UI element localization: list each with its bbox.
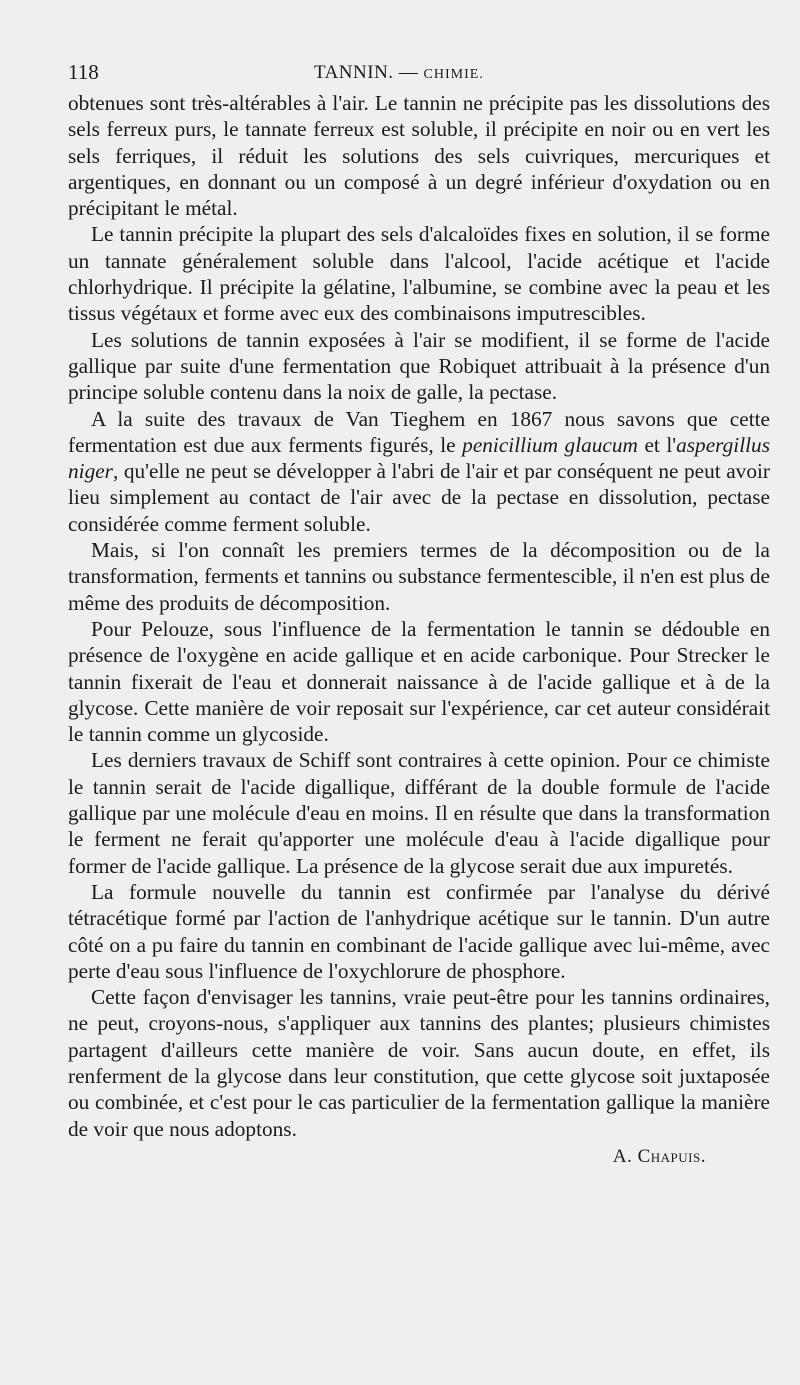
paragraph-1: obtenues sont très-altérables à l'air. Le tannin ne précipite pas les dissolutions des sels ferreux purs, le tannate ferreux est soluble, il précipite en noir ou en vert les sels ferriques, il réduit les solutions des sels cuivriques, mercuriques et argentiques, en donnant ou un composé à un degré inférieur d'oxydation ou en précipitant le métal. (68, 91, 770, 221)
page-number: 118 (68, 60, 99, 84)
running-title-subtitle: CHIMIE. (423, 67, 484, 82)
body-text (68, 90, 770, 1142)
page-header (68, 60, 770, 90)
species-name-penicillium: penicillium glaucum (462, 432, 638, 457)
running-title (314, 62, 484, 84)
author-signature: A. Chapuis. (612, 1145, 706, 1167)
paragraph-3: Les solutions de tannin exposées à l'air se modifient, il se forme de l'acide gallique par suite d'une fermentation que Robiquet attribuait à la présence d'un principe soluble contenu dans la noix de galle, la pectase. (68, 327, 770, 405)
running-title-main: TANNIN. (314, 62, 394, 83)
paragraph-8: La formule nouvelle du tannin est confirmée par l'analyse du dérivé tétracétique formé par l'action de l'anhydrique acétique sur le tannin. D'un autre côté on a pu faire du tannin en combinant de l'acide gallique avec lui-même, avec perte d'eau sous l'influence de l'oxychlorure de phosphore. (68, 879, 770, 983)
species-name-aspergillus: aspergillus niger (68, 432, 770, 484)
paragraph-7: Les derniers travaux de Schiff sont contraires à cette opinion. Pour ce chimiste le tannin serait de l'acide digallique, différant de la double formule de l'acide gallique par une molécule d'eau en moins. Il en résulte que dans la transformation le ferment ne ferait qu'apporter une molécule d'eau à l'acide digallique pour former de l'acide gallique. La présence de la glycose serait due aux impuretés. (68, 748, 770, 878)
paragraph-2: Le tannin précipite la plupart des sels d'alcaloïdes fixes en solution, il se forme un tannate généralement soluble dans l'alcool, l'acide acétique et l'acide chlorhydrique. Il précipite la gélatine, l'albumine, se combine avec la peau et les tissus végétaux et forme avec eux des combinaisons imputrescibles. (68, 222, 770, 326)
paragraph-6: Pour Pelouze, sous l'influence de la fermentation le tannin se dédouble en présence de l'oxygène en acide gallique et en acide carbonique. Pour Strecker le tannin fixerait de l'eau et donnerait naissance à de l'acide gallique et à de la glycose. Cette manière de voir reposait sur l'expérience, car cet auteur considérait le tannin comme un glycoside. (68, 616, 770, 747)
paragraph-4-middle: et l' (637, 432, 677, 457)
running-title-separator: — (398, 62, 419, 83)
paragraph-4-after: , qu'elle ne peut se développer à l'abri de l'air et par conséquent ne peut avoir lieu simplement au contact de l'air avec de la pectase en dissolution, pectase considérée comme ferment soluble. (68, 459, 770, 536)
paragraph-9: Cette façon d'envisager les tannins, vraie peut-être pour les tannins ordinaires, ne peut, croyons-nous, s'appliquer aux tannins des plantes; plusieurs chimistes partagent d'ailleurs cette manière de voir. Sans aucun doute, en effet, ils renferment de la glycose dans leur constitution, que cette glycose soit juxtaposée ou combinée, et c'est pour le cas particulier de la fermentation gallique la manière de voir que nous adoptons. (68, 985, 770, 1141)
paragraph-4 (68, 406, 770, 537)
paragraph-5: Mais, si l'on connaît les premiers termes de la décomposition ou de la transformation, ferments et tannins ou substance fermentescible, il n'en est plus de même des produits de décomposition. (68, 538, 770, 615)
paragraph-4-before: A la suite des travaux de Van Tieghem en 1867 nous savons que cette fermentation est due aux ferments figurés, le (68, 406, 770, 457)
